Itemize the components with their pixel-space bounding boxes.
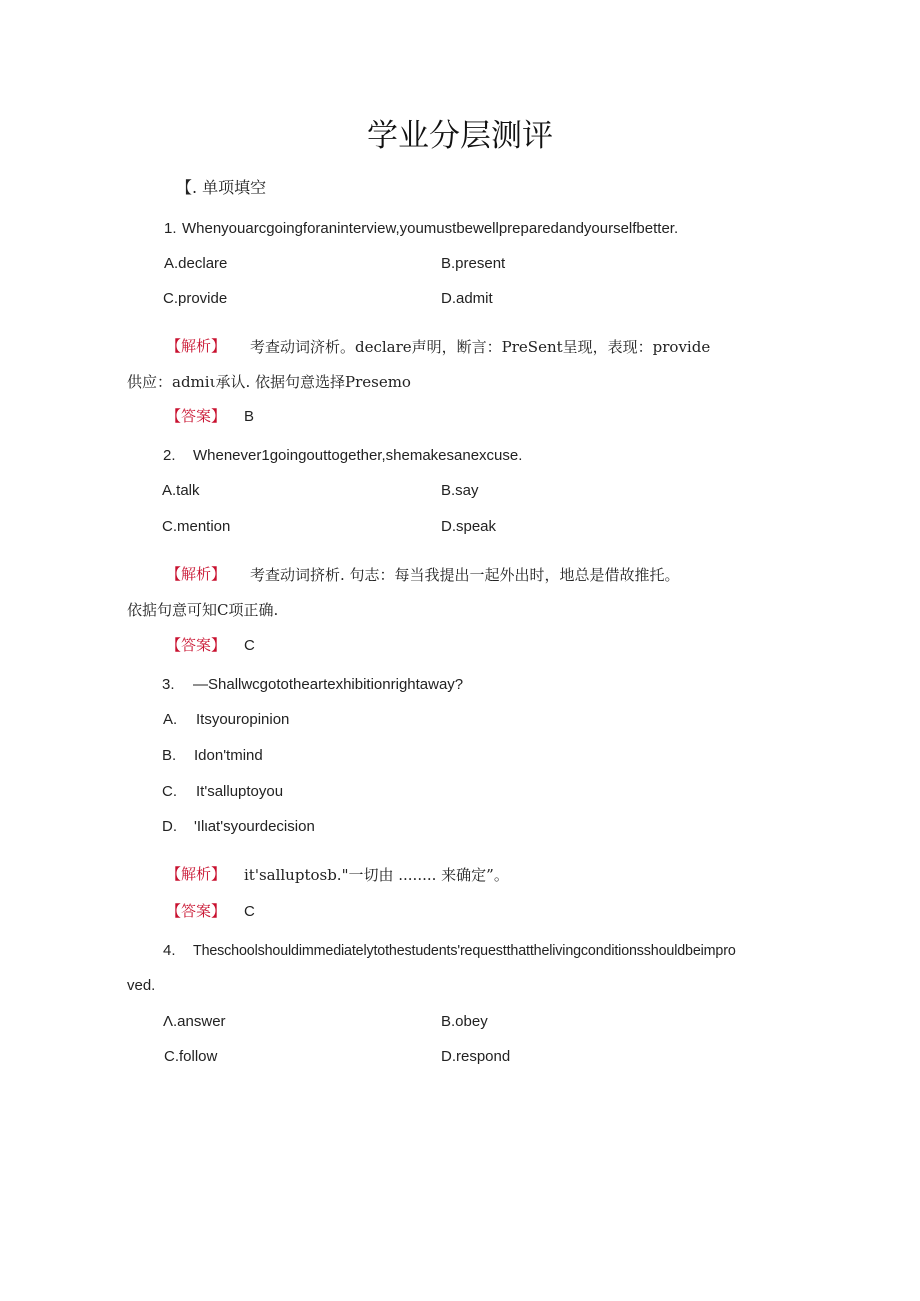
answer-label: 【答案】 [166,407,227,425]
option-d: D.admit [441,290,493,307]
option-d-letter: D. [162,818,177,835]
option-b: Idon'tmind [194,747,263,764]
question-stem: Whenever1goingouttogether,shemakesanexcuse. [193,447,523,464]
analysis-text: it'salluptosb."一切由 ........ 来确定”。 [244,866,509,884]
page-title: 学业分层测评 [367,118,553,154]
analysis-label: 【解析】 [166,865,227,883]
analysis-label: 【解析】 [166,337,227,355]
question-stem-continued: ved. [127,977,156,994]
option-d: D.speak [441,518,497,535]
answer-label: 【答案】 [166,902,227,920]
analysis-label: 【解析】 [166,565,227,583]
question-number: 3. [162,676,175,693]
option-c: It'salluptoyou [196,783,284,800]
question-stem: Whenyouarcgoingforaninterview,youmustbewellpreparedandyourselfbetter. [182,220,679,237]
question-number: 1. [164,220,177,237]
option-b: B.obey [441,1013,488,1030]
option-b: B.say [441,482,479,499]
option-c: C.provide [163,290,228,307]
option-b-letter: B. [162,747,177,764]
question-stem: Theschoolshouldimmediatelytothestudents'requestthatthelivingconditionsshouldbeimpro [193,943,736,959]
answer-value: C [244,903,255,920]
answer-value: C [244,637,255,654]
option-a: Λ.answer [163,1013,226,1030]
option-c: C.mention [162,518,231,535]
question-stem: —Shallwcgototheartexhibitionrightaway? [193,676,464,693]
option-a-letter: A. [163,711,178,728]
question-number: 4. [163,942,176,959]
option-c: C.follow [164,1048,218,1065]
option-a: A.declare [164,255,228,272]
option-d: 'Ilιat'syourdecision [194,818,315,835]
analysis-text: 考查动词济析。declare声明，断言：PreSent呈现，表现：provide [250,338,711,356]
option-a: Itsyouropinion [196,711,290,728]
option-b: B.present [441,255,506,272]
option-d: D.respond [441,1048,511,1065]
section-heading: 【. 单项填空 [176,178,267,197]
option-a: A.talk [162,482,200,499]
analysis-text-continued: 依掂句意可知C项正确. [127,601,279,619]
analysis-text-continued: 供应：admiι承认. 依据句意选择Presemo [127,373,411,391]
analysis-text: 考查动词挤析. 句志：每当我提出一起外出时，地总是借故推托。 [250,566,680,584]
answer-label: 【答案】 [166,636,227,654]
option-c-letter: C. [162,783,177,800]
answer-value: B [244,408,255,425]
question-number: 2. [163,447,176,464]
